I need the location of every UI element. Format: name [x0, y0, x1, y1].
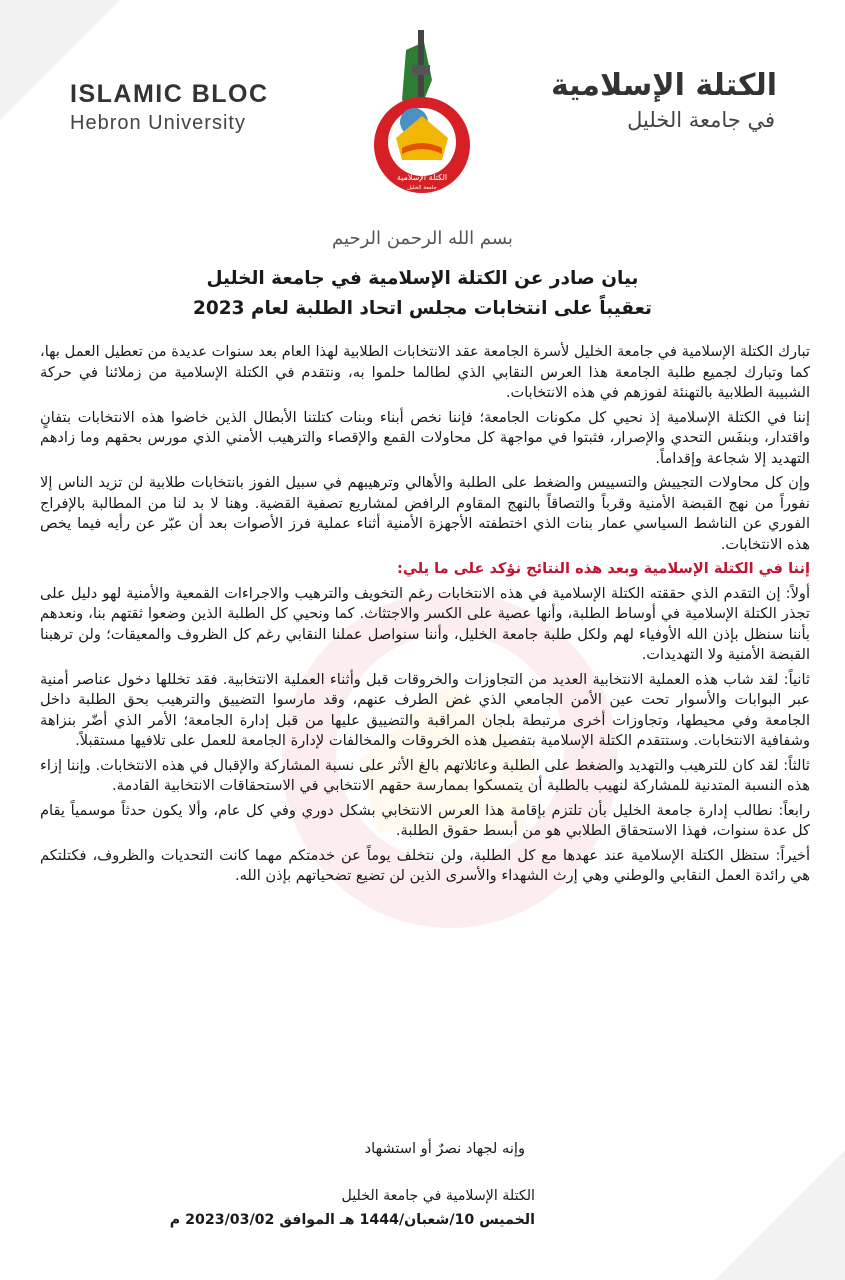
paragraph: وإن كل محاولات التجييش والتسييس والضغط على الطلبة والأهالي وترهيبهم في سبيل الفوز بانتخابات طلابية لن تزيد الناس إلا نفوراً من نهج القبضة الأمنية وقرباً والتصاقاً بالنهج المقاوم الرافض لمشاريع تصفية القضية. وهنا لا بد لنا من المطالبة بالإفراج الفوري عن الناشط السياسي عمار بنات الذي اختطفته الأجهزة الأمنية أثناء عملية فرز الأصوات بعد أن عبّر عن رأيه فيما يخص هذه الانتخابات. — [40, 474, 810, 553]
english-university-name: Hebron University — [70, 112, 246, 134]
point-item: رابعاً: نطالب إدارة جامعة الخليل بأن تلتزم بإقامة هذا العرس الانتخابي بشكل دوري وفي كل عام، وألا يكون حدثاً موسمياً يقام كل عدة سنوات، فهذا الاستحقاق الطلابي هو من أبسط حقوق الطلبة. — [40, 801, 810, 839]
point-item: ثانياً: لقد شاب هذه العملية الانتخابية العديد من التجاوزات والخروقات قبل وأثناء العملية الانتخابية. فقد تخللها دخول عناصر أمنية عبر البوابات والأسوار تحت عين الأمن الجامعي الذي غض الطرف عنهم، وقد مارسوا التضييق والترهيب بحق الطلبة داخل الجامعة وفي محيطها، وتجاوزات أخرى مرتبطة بلجان المراقبة والتضييق عليها من قبل إدارة الجامعة؛ الأمر الذي أضّر بنزاهة وشفافية الانتخابات. وستتقدم الكتلة الإسلامية بتفصيل هذه الخروقات والمخالفات لإدارة الجامعة للعمل على تلافيها مستقبلاً. — [40, 670, 810, 749]
statement-body — [40, 342, 810, 891]
arabic-university-name: في جامعة الخليل — [627, 108, 775, 132]
letterhead — [0, 0, 845, 210]
paragraph: تبارك الكتلة الإسلامية في جامعة الخليل لأسرة الجامعة عقد الانتخابات الطلابية لهذا العام بعد سنوات عديدة من تعطيل العمل بها، كما وتبارك لجميع طلبة الجامعة هذا العرس النقابي الذي لطالما حلموا به، ونتقدم في الكتلة الإسلامية من زملائنا في حركة الشبيبة الطلابية بالتهنئة لفوزهم في هذه الانتخابات. — [40, 343, 810, 401]
highlight-heading: إننا في الكتلة الإسلامية وبعد هذه النتائج نؤكد على ما يلي: — [397, 560, 810, 577]
paragraph: إننا في الكتلة الإسلامية إذ نحيي كل مكونات الجامعة؛ فإننا نخص أبناء وبنات كتلتنا الأبطال الذين خاضوا هذه الانتخابات بتفانٍ واقتدار، وبنفَس التحدي والإصرار، فثبتوا في مواجهة كل محاولات القمع والإقصاء والترهيب الأمني الذي مورس بحقهم وما زادهم التهديد إلا شجاعة وإقداماً. — [40, 408, 810, 467]
english-org-name: ISLAMIC BLOC — [70, 80, 269, 108]
closing-motto: وإنه لجهاد نصرٌ أو استشهاد — [364, 1140, 525, 1157]
signature-name: الكتلة الإسلامية في جامعة الخليل — [341, 1188, 535, 1204]
statement-subtitle: تعقيباً على انتخابات مجلس اتحاد الطلبة لعام 2023 — [193, 298, 652, 319]
islamic-bloc-logo — [362, 20, 482, 200]
arabic-org-name: الكتلة الإسلامية — [550, 68, 777, 103]
statement-title: بيان صادر عن الكتلة الإسلامية في جامعة الخليل — [206, 268, 639, 289]
corner-decoration-bottom-right — [715, 1150, 845, 1280]
logo-emblem-subtext: جامعة الخليل — [407, 185, 437, 191]
point-item: أخيراً: ستظل الكتلة الإسلامية عند عهدها مع كل الطلبة، ولن نتخلف يوماً عن خدمتكم مهما كانت التحديات والظروف، فكتلتكم هي رائدة العمل النقابي والوطني وهي إرث الشهداء والأسرى الذين لن تضيع تضحياتهم بإذن الله. — [40, 846, 810, 884]
point-item: أولاً: إن التقدم الذي حققته الكتلة الإسلامية في هذه الانتخابات رغم التخويف والترهيب والاجراءات القمعية والأمنية لهو دليل على تجذر الكتلة الإسلامية في أوساط الطلبة، وأنها عصية على الكسر والاجتثاث. كما ونحيي كل الطلبة الذين وضعوا ثقتهم بنا، ونعدهم بأننا سنظل بإذن الله الأوفياء لهم ولكل طلبة جامعة الخليل، وأننا سنواصل عملنا النقابي رغم كل الظروف والمعيقات؛ ولن ترهبنا القبضة الأمنية ولا التهديدات. — [40, 584, 810, 663]
basmala: بسم الله الرحمن الرحيم — [332, 228, 513, 249]
logo-emblem-text: الكتلة الإسلامية — [396, 173, 448, 182]
point-item: ثالثاً: لقد كان للترهيب والتهديد والضغط على الطلبة وعائلاتهم بالغ الأثر على نسبة المشاركة والإقبال في هذه الانتخابات. وإننا إزاء هذه النسبة المتدنية للمشاركة لنهيب بالطلبة أن يتمسكوا بممارسة حقهم الانتخابي في الاستحقاقات الانتخابية القادمة. — [40, 756, 810, 794]
signature-date: الخميس 10/شعبان/1444 هـ الموافق 2023/03/02 م — [169, 1212, 535, 1228]
